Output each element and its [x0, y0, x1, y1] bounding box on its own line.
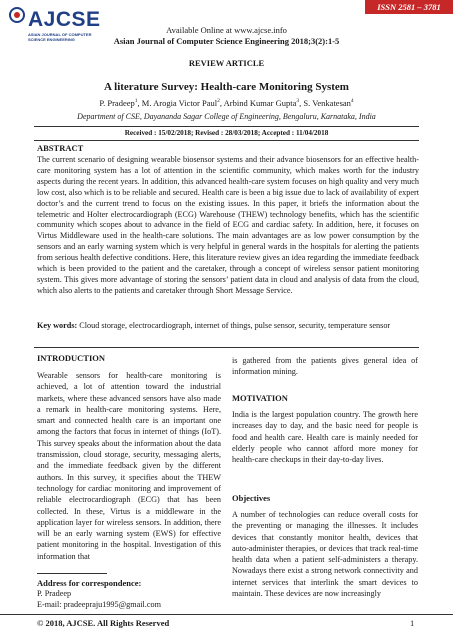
affiliation: Department of CSE, Dayananda Sagar College of Engineering, Bengaluru, Karnataka, India	[77, 112, 376, 121]
abstract-heading: ABSTRACT	[37, 143, 84, 153]
footer-rule	[0, 614, 453, 615]
received-dates: Received : 15/02/2018; Revised : 28/03/2018; Accepted : 11/04/2018	[124, 129, 329, 137]
logo-subtitle: ASIAN JOURNAL OF COMPUTER SCIENCE ENGINEERING	[28, 32, 92, 42]
author-name: M. Arogia Victor Paul	[141, 98, 218, 108]
author-name: S. Venkatesan	[303, 98, 351, 108]
author-name: Arbind Kumar Gupta	[223, 98, 297, 108]
keywords-label: Key words:	[37, 321, 78, 330]
article-title: A literature Survey: Health-care Monitoring System	[104, 81, 349, 93]
page-number: 1	[410, 618, 415, 628]
introduction-heading: INTRODUCTION	[37, 353, 106, 363]
correspondence-heading: Address for correspondence:	[37, 578, 142, 588]
divider	[34, 347, 419, 348]
author-name: P. Pradeep	[99, 98, 135, 108]
objectives-heading: Objectives	[232, 493, 271, 503]
abstract-text: The current scenario of designing wearable biosensor systems and their advance biosensors for an effective health-care monitoring system has a lot of attention in the scientific community, which makes worth for the industry aspects during the recent years. In addition, this advanced health-care system focuses on high quality and very much low cost, also which is to be reliable and secured. Health care is been a big issue due to lack of availability of expert doctor’s and the current trend to focus on the existing issues. In this paper, it briefs the information about the telemetric and Holter electrocardiograph (ECG) Warehouse (THEW) technology benefits, which has the scientific community which scopes about to advance in the field of ECG and cardiac safety. In addition, here, it focuses on Virtus Middleware used in the health-care solutions. The main advantages are as low power consumption by the sensors and an early warning system which is very helpful in general wards in the hospitals for alerting the patients from serious health defective conditions. Here, this literature review gives an idea regarding the immediate feedback which is been provided to the patient and the caretaker, through a concept of wireless sensor patient monitoring system. This gives more advantage of storing the sensors’ patient data in cloud and analysis of data from the cloud, which also alerts to the patients and caretaker through Short Message Service.	[37, 155, 419, 295]
online-availability: Available Online at www.ajcse.info	[166, 25, 287, 35]
divider	[34, 126, 419, 127]
correspondence-email: E-mail: pradeepraju1995@gmail.com	[37, 600, 161, 609]
logo-text: AJCSE	[28, 8, 101, 31]
divider	[34, 140, 419, 141]
correspondence-name: P. Pradeep	[37, 589, 72, 598]
motivation-heading: MOTIVATION	[232, 393, 288, 403]
copyright: © 2018, AJCSE. All Rights Reserved	[37, 618, 170, 628]
divider	[37, 573, 107, 574]
keywords	[37, 321, 419, 332]
keywords-list: Cloud storage, electrocardiograph, internet of things, pulse sensor, security, temperature sensor	[77, 321, 391, 330]
motivation-text: India is the largest population country. The growth here increases day to day, and the basic need for people is food and health care. Health care is mainly needed for elderly people who cannot afford more money for health-care checkups in their day-to-day lives.	[232, 410, 418, 465]
introduction-text: Wearable sensors for health-care monitoring is achieved, a lot of attention toward the industrial markets, where these advanced sensors have also made a remark in health-care monitoring systems. Here, smart and connected health care is an important one among the factors that focus in internet of things (IoT). This survey speaks about the information about the data transmission, cloud storage, security, messaging alerts, and the immediate feedback given by the different authors. In this survey, it specifies about the THEW technology for cardiac monitoring and improvement of reliable electrocardiograph (ECG) that has been collected. In these, Virtus is a middleware in the application layer for wireless sensors. In addition, there will be an early warning system (EWS) for effective patient monitoring in the hospital. Investigation of this information that	[37, 371, 221, 561]
author-list: P. Pradeep$^1$, M. Arogia Victor Paul$^2$, Arbind Kumar Gupta$^3$, S. Venkatesan$^4$	[99, 98, 354, 108]
issn-badge: ISSN 2581 – 3781	[365, 0, 453, 14]
article-type: REVIEW ARTICLE	[188, 58, 265, 68]
introduction-continued: is gathered from the patients gives general idea of information mining.	[232, 356, 418, 377]
journal-citation: Asian Journal of Computer Science Engineering 2018;3(2):1-5	[113, 36, 340, 46]
objectives-text: A number of technologies can reduce overall costs for the preventing or managing the illnesses. It includes devices that constantly monitor health, devices that auto-administer therapies, or devices that track real-time health data when a patient self-administers a therapy. Nowadays there exist a strong network connectivity and internet services that interlink the smart devices to maintain. These devices are now increasingly	[232, 510, 418, 599]
